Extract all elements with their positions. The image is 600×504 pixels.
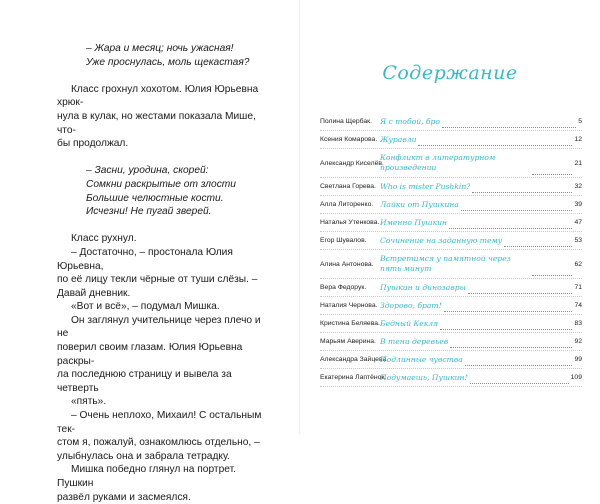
toc-author: Алла Литоренко. <box>320 201 374 208</box>
toc-leader-dots <box>442 121 576 128</box>
toc-leader-dots <box>461 204 572 211</box>
toc-page-number: 32 <box>574 183 582 190</box>
toc-author: Егор Шувалов. <box>320 237 367 244</box>
prose-line: – Очень неплохо, Михаил! С остальным тек- <box>57 410 262 435</box>
toc-author: Вера Федорук. <box>320 284 367 291</box>
toc-entry[interactable] <box>320 149 582 178</box>
prose-line: бы продолжал. <box>57 138 129 150</box>
toc-leader-dots <box>450 341 572 348</box>
toc-leader-dots <box>449 222 572 229</box>
verse-line: Исчезни! Не пугай зверей. <box>86 206 212 218</box>
toc-entry[interactable] <box>320 297 582 315</box>
toc-leader-dots <box>468 287 573 294</box>
toc-entry[interactable] <box>320 351 582 369</box>
toc-page-number: 99 <box>574 356 582 363</box>
prose-line: «пять». <box>71 396 107 408</box>
toc-page-number: 5 <box>578 118 582 125</box>
toc-leader-dots <box>418 139 572 146</box>
toc-entry[interactable] <box>320 178 582 196</box>
prose-line: Класс грохнул хохотом. Юлия Юрьевна хрюк- <box>57 83 259 109</box>
toc-page-number: 47 <box>574 219 582 226</box>
verse-line: – Жара и месяц; ночь ужасная! <box>86 43 234 54</box>
toc-work-title: Я с тобой, бро <box>380 117 440 126</box>
toc-title: Содержание <box>382 62 518 84</box>
prose-line: ла последнюю страницу и вывела за четверть <box>57 369 232 394</box>
prose-line: Он заглянул учительнице через плечо и не <box>57 314 261 340</box>
toc-author: Марьям Аверина. <box>320 338 376 345</box>
toc-author: Наталия Чернова. <box>320 302 378 309</box>
toc-work-title: Встретимся у памятной через пять минут <box>380 254 511 273</box>
toc-author: Александра Зайцева. <box>320 356 389 363</box>
toc-leader-dots <box>444 305 573 312</box>
right-page <box>300 0 600 434</box>
toc-entry[interactable] <box>320 232 582 250</box>
toc-work-title: Лайки от Пушкина <box>380 200 459 209</box>
toc-page-number: 12 <box>574 136 582 143</box>
toc-page-number: 21 <box>574 159 582 167</box>
prose-line: поверил своим глазам. Юлия Юрьевна раскры- <box>57 342 243 367</box>
toc-leader-dots <box>532 168 572 175</box>
toc-work-title: Подумаешь, Пушкин! <box>380 373 468 382</box>
prose-line: стом я, пожалуй, ознакомлюсь отдельно, – <box>57 437 260 449</box>
toc-work-title: Конфликт в литературном произведении <box>380 153 496 172</box>
toc-author: Екатерина Лаптёнок. <box>320 374 387 381</box>
toc-author: Ксения Комарова. <box>320 136 378 143</box>
toc-work-title: Who is mister Pushkin? <box>380 182 471 191</box>
toc-work-title: Журавли <box>380 135 417 144</box>
verse-line: – Засни, уродина, скорей: <box>86 165 209 177</box>
toc-entry[interactable] <box>320 196 582 214</box>
paragraph-gap <box>57 69 270 83</box>
toc-page-number: 74 <box>574 302 582 309</box>
prose-line: Давай дневник. <box>57 287 131 299</box>
toc-leader-dots <box>465 359 573 366</box>
toc-page-number: 83 <box>574 320 582 327</box>
toc-entry[interactable] <box>320 315 582 333</box>
toc-author: Кристина Беляева. <box>320 320 380 327</box>
toc-work-title: Здорово, брат! <box>380 301 442 310</box>
prose-line: Класс рухнул. <box>71 233 137 245</box>
paragraph-gap <box>57 219 270 233</box>
toc-leader-dots <box>532 269 572 276</box>
table-of-contents <box>320 113 582 387</box>
toc-work-title: Именно Пушкин <box>380 218 448 227</box>
toc-work-title: Подлинные чувства <box>380 355 463 364</box>
toc-work-title: Сочинение на заданную тему <box>380 236 503 245</box>
story-text <box>57 42 270 504</box>
paragraph-gap <box>57 151 270 165</box>
verse-line: Большие челюстные кости. <box>86 192 224 204</box>
toc-page-number: 92 <box>574 338 582 345</box>
toc-entry[interactable] <box>320 250 582 279</box>
toc-page-number: 39 <box>574 201 582 208</box>
toc-entry[interactable] <box>320 131 582 149</box>
toc-leader-dots <box>472 186 572 193</box>
toc-author: Алина Антонова. <box>320 260 374 268</box>
toc-work-title: В тени деревьев <box>380 337 449 346</box>
toc-leader-dots <box>440 323 572 330</box>
prose-line: нула в кулак, но жестами показала Мише, что- <box>57 110 256 136</box>
toc-author: Александр Киселёв. <box>320 159 384 167</box>
toc-author: Светлана Горева. <box>320 183 376 190</box>
toc-work-title: Пушкин и динозавры <box>380 283 466 292</box>
toc-leader-dots <box>504 240 572 247</box>
toc-work-title: Бедный Кекля <box>380 319 439 328</box>
prose-line: «Вот и всё», – подумал Мишка. <box>71 301 220 313</box>
toc-author: Полина Щербак. <box>320 118 373 125</box>
toc-author: Наталья Утенкова. <box>320 219 380 226</box>
prose-line: развёл руками и засмеялся. <box>57 491 191 503</box>
verse-line: Уже проснулась, моль щекастая? <box>86 56 250 68</box>
prose-line: по её лицу текли чёрные от туши слёзы. – <box>57 274 258 286</box>
toc-entry[interactable] <box>320 214 582 232</box>
toc-entry[interactable] <box>320 369 582 387</box>
prose-line: Мишка победно глянул на портрет. Пушкин <box>57 464 236 489</box>
toc-entry[interactable] <box>320 333 582 351</box>
prose-line: – Достаточно, – простонала Юлия Юрьевна, <box>57 246 233 272</box>
toc-entry[interactable] <box>320 113 582 131</box>
toc-page-number: 62 <box>574 260 582 268</box>
toc-page-number: 109 <box>570 374 582 381</box>
toc-leader-dots <box>470 377 569 384</box>
left-page <box>0 0 300 503</box>
toc-page-number: 53 <box>574 237 582 244</box>
prose-line: улыбнулась она и забрала тетрадку. <box>57 450 230 462</box>
toc-entry[interactable] <box>320 279 582 297</box>
toc-page-number: 71 <box>574 284 582 291</box>
verse-line: Сомкни раскрытые от злости <box>86 178 236 190</box>
